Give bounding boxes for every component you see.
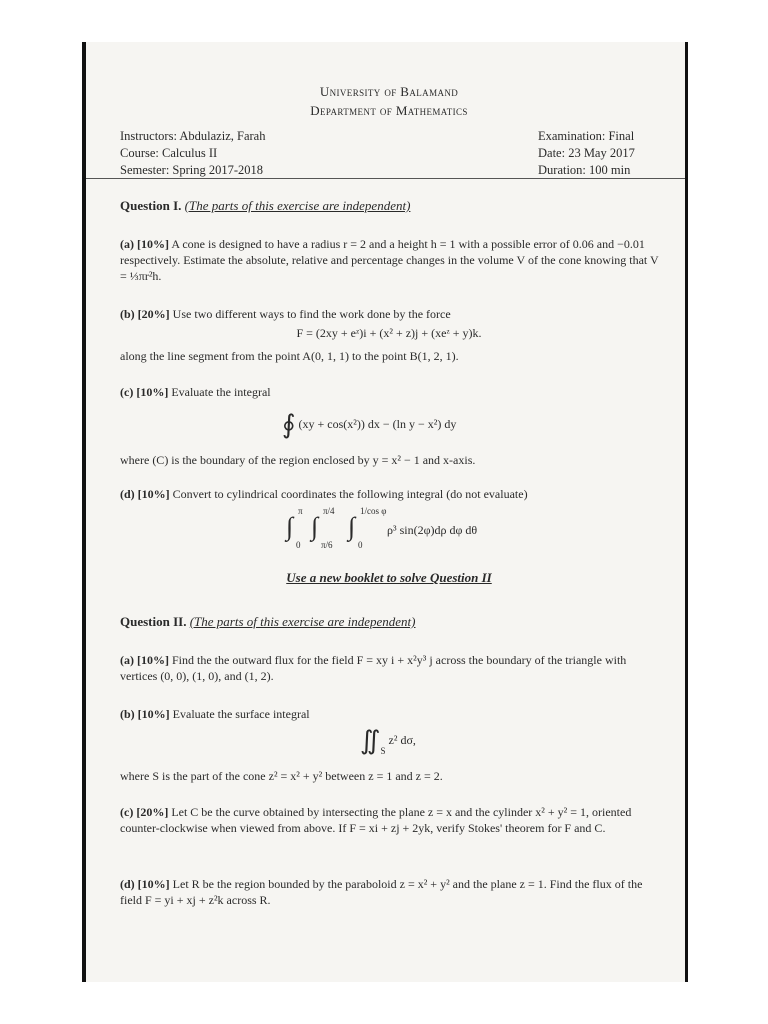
course: Course: Calculus II (120, 146, 218, 160)
semester: Semester: Spring 2017-2018 (120, 163, 264, 177)
integral-outer: ∫ π 0 (286, 506, 303, 550)
q2-b-formula: $∬_S$ z² dσ, (360, 726, 416, 756)
q1-b-text2: along the line segment from the point A(0, 1, 1) to the point B(1, 2, 1). (120, 349, 459, 363)
q1-part-b: (b) [20%] Use two different ways to find the work done by the force (120, 307, 451, 321)
exam-sheet (82, 42, 688, 982)
duration: Duration: 100 min (538, 163, 631, 177)
exam-date: Date: 23 May 2017 (538, 146, 635, 160)
q1-c-text2: where (C) is the boundary of the region enclosed by y = x² − 1 and x-axis. (120, 453, 476, 467)
new-booklet-notice: Use a new booklet to solve Question II (286, 570, 492, 585)
examination: Examination: Final (538, 129, 635, 143)
department-name: Department of Mathematics (310, 103, 468, 118)
q1-part-c: (c) [10%] Evaluate the integral (120, 385, 271, 399)
q1-d-formula: ∫ π 0 ∫ π/4 π/6 ∫ 1/cos φ 0 ρ³ sin(2φ)dρ dφ dθ (286, 506, 478, 550)
q2-b-text2: where S is the part of the cone z² = x² + y² between z = 1 and z = 2. (120, 769, 443, 783)
header-rule (86, 178, 688, 179)
university-name: University of Balamand (319, 84, 459, 99)
double-integral-symbol: ∬ (360, 726, 381, 755)
q2-part-a: (a) [10%] Find the the outward flux for the field F = xy i + x²y³ j across the boundary of the triangle with vertices (0, 0), (1, 0), and (1, 2). (120, 653, 627, 683)
q1-part-d: (d) [10%] Convert to cylindrical coordinates the following integral (do not evaluate) (120, 487, 528, 501)
meta-left (120, 128, 265, 179)
q1-b-formula: F = (2xy + eᶻ)i + (x² + z)j + (xeᶻ + y)k. (296, 326, 482, 340)
integral-inner: ∫ 1/cos φ 0 (348, 506, 387, 550)
integral-middle: ∫ π/4 π/6 (311, 506, 335, 550)
q1-heading: Question I. (The parts of this exercise are independent) (120, 198, 411, 213)
q2-part-c: (c) [20%] Let C be the curve obtained by intersecting the plane z = x and the cylinder x² + y² = 1, oriented counter-clockwise when viewed from above. If F = xi + zj + 2yk, verify Stokes' theorem for F and C. (120, 805, 632, 835)
meta-right (538, 128, 635, 179)
q2-part-d: (d) [10%] Let R be the region bounded by the paraboloid z = x² + y² and the plane z = 1. Find the flux of the field F = yi + xj + z²k across R. (120, 877, 643, 907)
contour-integral-symbol: ∮ (282, 410, 296, 439)
q1-part-a: (a) [10%] A cone is designed to have a radius r = 2 and a height h = 1 with a possible error of 0.06 and −0.01 respectively. Estimate the absolute, relative and percentage changes in the volume V of the cone knowing that V = ⅓πr²h. (120, 237, 659, 283)
q2-heading: Question II. (The parts of this exercise are independent) (120, 614, 416, 629)
instructors: Instructors: Abdulaziz, Farah (120, 129, 266, 143)
q1-c-formula: ∮ (xy + cos(x²)) dx − (ln y − x²) dy (282, 410, 457, 439)
q2-part-b: (b) [10%] Evaluate the surface integral (120, 707, 310, 721)
